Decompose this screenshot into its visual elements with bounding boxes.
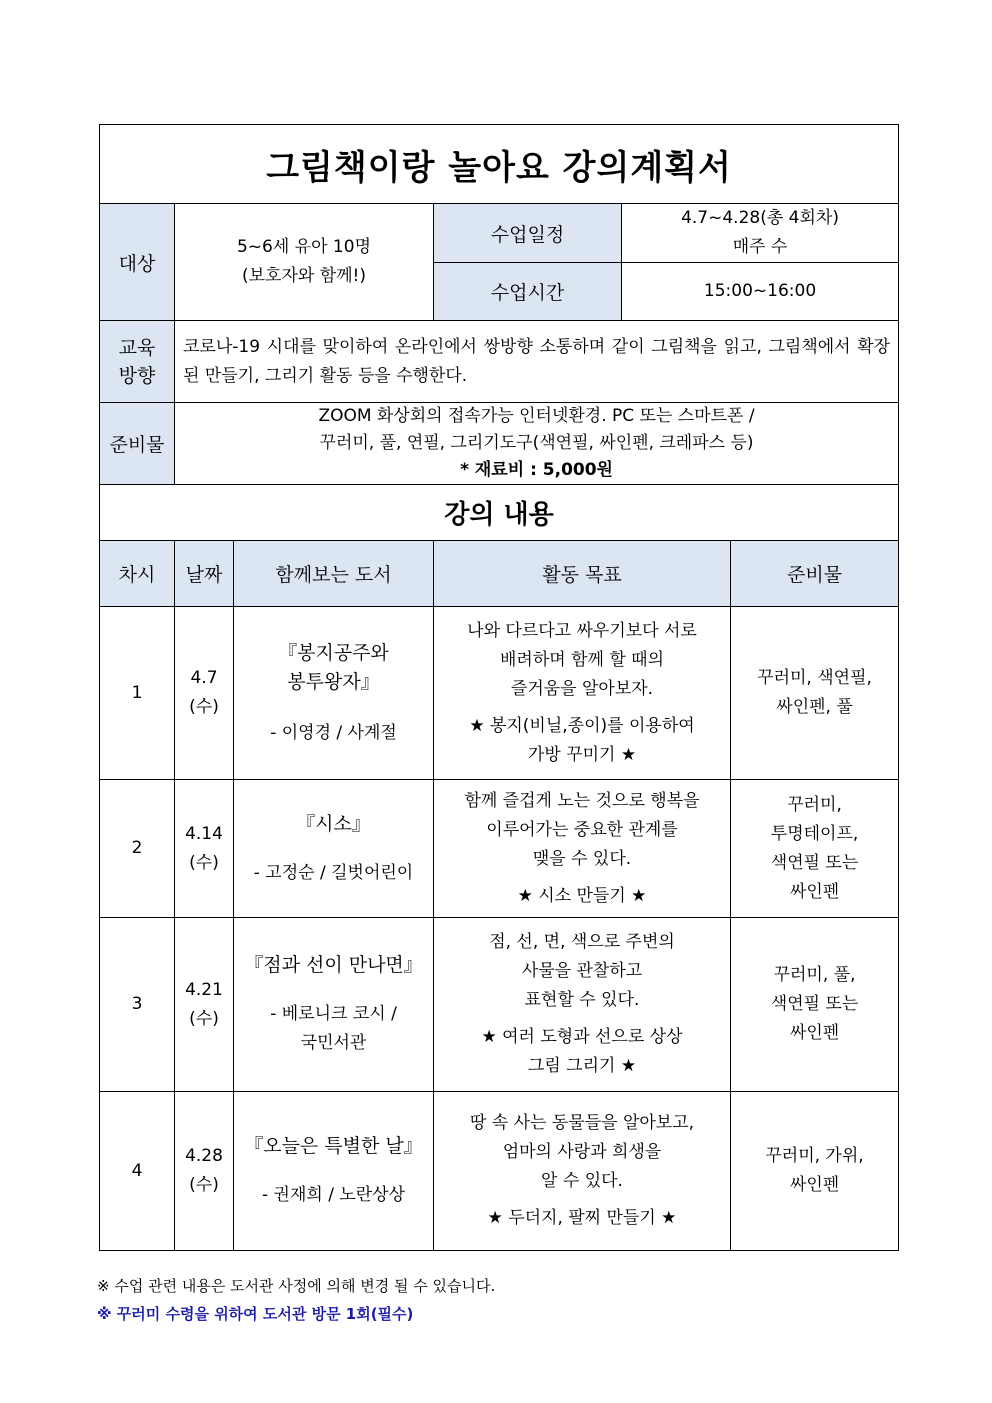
goal-line: 표현할 수 있다.	[524, 990, 640, 1010]
goal-line: 땅 속 사는 동물들을 알아보고,	[469, 1113, 695, 1133]
schedule-value	[622, 204, 899, 263]
date-line-1: 4.7	[190, 668, 218, 688]
prep-line: 꾸러미, 가위,	[765, 1146, 864, 1166]
col-session: 차시	[100, 541, 175, 607]
materials-fee: * 재료비 : 5,000원	[460, 460, 613, 480]
activity-line: ★ 봉지(비닐,종이)를 이용하여	[469, 715, 695, 736]
prep-line: 싸인펜	[789, 881, 840, 902]
book-author-2: 국민서관	[300, 1033, 367, 1053]
book-title: 『점과 선이 만나면』	[244, 954, 423, 976]
table-row	[100, 918, 899, 1092]
activity-line: 가방 꾸미기 ★	[527, 744, 637, 765]
materials-line-1: ZOOM 화상회의 접속가능 인터넷환경. PC 또는 스마트폰 /	[318, 406, 755, 426]
prep-line: 색연필 또는	[770, 852, 859, 873]
prep-line: 꾸러미, 풀,	[773, 965, 856, 985]
book-author: - 이영경 / 사계절	[270, 722, 397, 743]
session-number: 1	[100, 607, 175, 780]
col-goal: 활동 목표	[434, 541, 731, 607]
direction-label-line-1: 교육	[118, 336, 156, 359]
goal-line: 맺을 수 있다.	[532, 848, 632, 869]
date-line-1: 4.28	[185, 1146, 223, 1166]
table-row	[100, 1092, 899, 1251]
book-title: 『봉지공주와	[278, 641, 389, 664]
book-author: - 권재희 / 노란상상	[261, 1185, 406, 1205]
activity-line: ★ 두더지, 팔찌 만들기 ★	[487, 1208, 677, 1228]
book-author: - 고정순 / 길벗어린이	[253, 862, 414, 883]
session-number: 3	[100, 918, 175, 1092]
target-label: 대상	[100, 204, 175, 321]
prep-cell	[731, 918, 899, 1092]
prep-line: 싸인펜, 풀	[776, 697, 853, 717]
prep-line: 싸인펜	[789, 1023, 840, 1043]
time-value: 15:00~16:00	[622, 263, 899, 321]
date-line-2: (수)	[189, 697, 219, 717]
pickup-notice: ※ 꾸러미 수령을 위하여 도서관 방문 1회(필수)	[97, 1305, 414, 1323]
lecture-plan-table	[99, 124, 899, 1251]
book-cell	[234, 918, 434, 1092]
target-line-1: 5~6세 유아 10명	[236, 237, 371, 257]
direction-text: 코로나-19 시대를 맞이하여 온라인에서 쌍방향 소통하며 같이 그림책을 읽고, 그림책에서 확장된 만들기, 그리기 활동 등을 수행한다.	[175, 321, 899, 403]
schedule-line-1: 4.7~4.28(총 4회차)	[681, 208, 839, 228]
prep-line: 싸인펜	[789, 1175, 840, 1195]
direction-label	[100, 321, 175, 403]
schedule-line-2: 매주 수	[732, 237, 788, 257]
goal-cell	[434, 607, 731, 780]
goal-line: 즐거움을 알아보자.	[510, 678, 654, 699]
materials-value	[175, 403, 899, 485]
time-label: 수업시간	[434, 263, 622, 321]
footnotes	[97, 1272, 495, 1328]
activity-line: 그림 그리기 ★	[527, 1056, 637, 1076]
date-line-2: (수)	[189, 852, 219, 873]
target-value	[175, 204, 434, 321]
materials-line-2: 꾸러미, 풀, 연필, 그리기도구(색연필, 싸인펜, 크레파스 등)	[319, 433, 754, 453]
prep-cell	[731, 607, 899, 780]
date-line-2: (수)	[189, 1175, 219, 1195]
goal-line: 나와 다르다고 싸우기보다 서로	[467, 620, 697, 641]
book-title: 『시소』	[296, 812, 371, 835]
col-prep: 준비물	[731, 541, 899, 607]
date-line-1: 4.14	[185, 823, 223, 844]
goal-line: 이루어가는 중요한 관계를	[486, 819, 678, 840]
table-row	[100, 607, 899, 780]
col-date: 날짜	[175, 541, 234, 607]
session-date	[175, 607, 234, 780]
prep-line: 색연필 또는	[770, 994, 859, 1014]
prep-cell	[731, 1092, 899, 1251]
session-number: 4	[100, 1092, 175, 1251]
prep-line: 투명테이프,	[770, 823, 859, 844]
prep-cell	[731, 780, 899, 918]
materials-label: 준비물	[100, 403, 175, 485]
goal-line: 점, 선, 면, 색으로 주변의	[489, 932, 675, 952]
book-cell	[234, 607, 434, 780]
goal-line: 사물을 관찰하고	[521, 961, 643, 981]
activity-line: ★ 여러 도형과 선으로 상상	[481, 1027, 683, 1047]
goal-line: 알 수 있다.	[541, 1171, 623, 1191]
page-title: 그림책이랑 놀아요 강의계획서	[100, 125, 899, 204]
change-notice: ※ 수업 관련 내용은 도서관 사정에 의해 변경 될 수 있습니다.	[97, 1277, 496, 1295]
target-line-2: (보호자와 함께!)	[241, 266, 366, 286]
session-number: 2	[100, 780, 175, 918]
section-title: 강의 내용	[100, 485, 899, 541]
book-title: 『오늘은 특별한 날』	[244, 1135, 423, 1157]
direction-label-line-2: 방향	[118, 364, 156, 387]
col-book: 함께보는 도서	[234, 541, 434, 607]
book-cell	[234, 780, 434, 918]
goal-line: 엄마의 사랑과 희생을	[502, 1142, 662, 1162]
goal-line: 함께 즐겁게 노는 것으로 행복을	[464, 790, 700, 811]
goal-cell	[434, 918, 731, 1092]
book-title-2: 봉투왕자』	[287, 670, 380, 693]
goal-cell	[434, 1092, 731, 1251]
goal-line: 배려하며 함께 할 때의	[499, 649, 664, 670]
book-author: - 베로니크 코시 /	[270, 1004, 397, 1024]
activity-line: ★ 시소 만들기 ★	[517, 885, 647, 906]
date-line-2: (수)	[189, 1008, 219, 1029]
prep-line: 꾸러미,	[787, 794, 842, 815]
session-date	[175, 780, 234, 918]
table-row	[100, 780, 899, 918]
prep-line: 꾸러미, 색연필,	[757, 668, 872, 688]
schedule-label: 수업일정	[434, 204, 622, 263]
date-line-1: 4.21	[185, 979, 223, 1000]
session-date	[175, 1092, 234, 1251]
goal-cell	[434, 780, 731, 918]
book-cell	[234, 1092, 434, 1251]
session-date	[175, 918, 234, 1092]
